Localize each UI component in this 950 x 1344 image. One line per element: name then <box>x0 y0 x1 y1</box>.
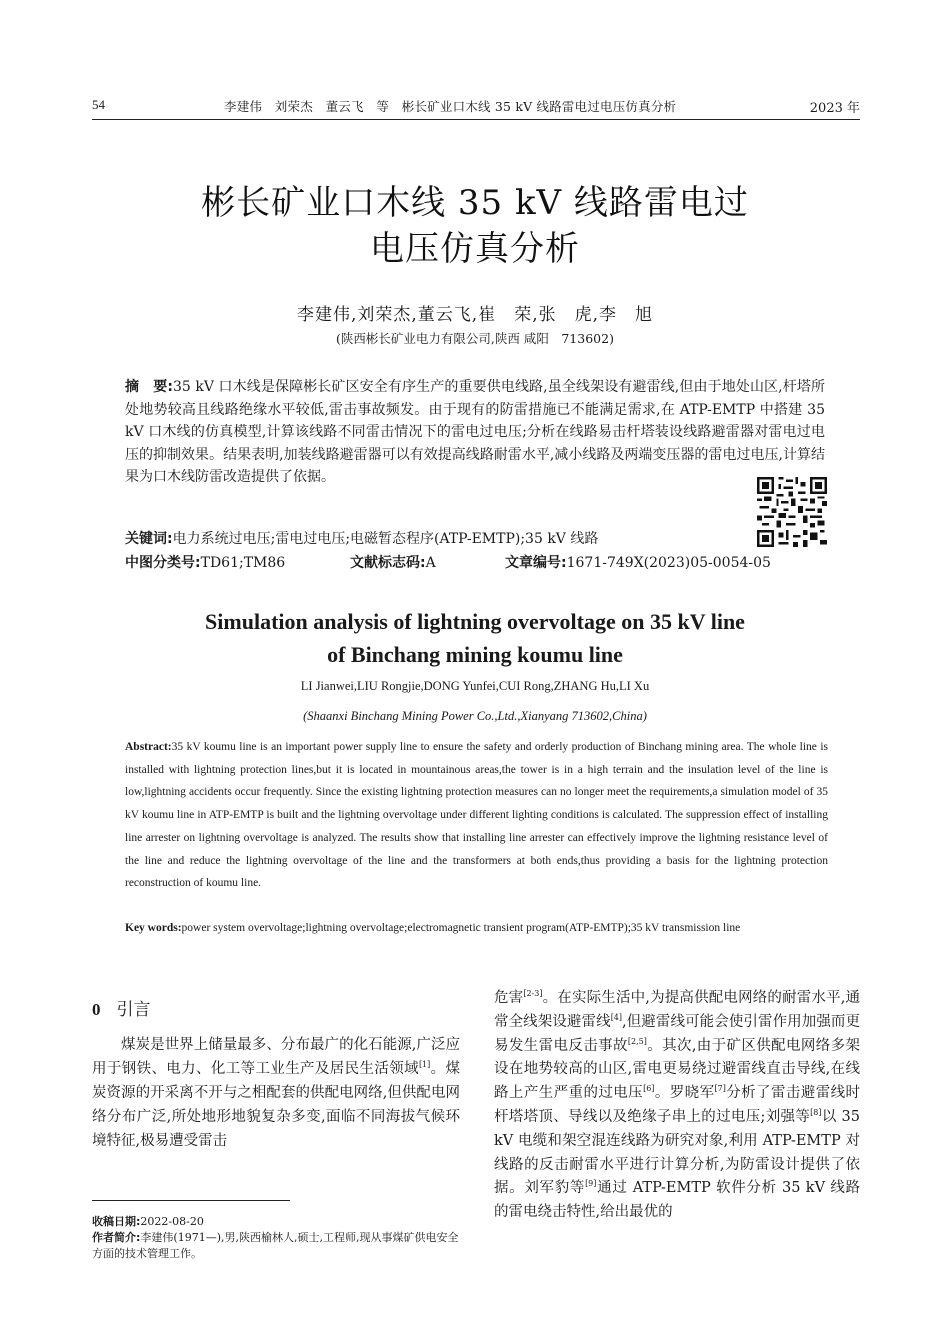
footnote <box>92 1214 460 1262</box>
abstract-cn-label: 摘 要: <box>125 379 173 395</box>
abstract-en <box>125 736 828 895</box>
classification-line <box>125 552 825 572</box>
left-column <box>92 995 460 1153</box>
affiliation-en: (Shaanxi Binchang Mining Power Co.,Ltd.,Xianyang 713602,China) <box>303 709 647 723</box>
keywords-cn <box>125 528 745 548</box>
running-title: 李建伟 刘荣杰 董云飞 等 彬长矿业口木线 35 kV 线路雷电过电压仿真分析 <box>224 99 677 114</box>
citation[interactable]: [7] <box>714 1084 726 1094</box>
abstract-en-text: 35 kV koumu line is an important power supply line to ensure the safety and orderly production of Binchang mining area. The whole line is installed with lightning protection lines,but it is located in mountainous areas,the tower is in a high terrain and the insulation level of the line is low,lightning accidents occur frequently. Since the existing lightning protection measures can no longer meet the requirements,a simulation model of 35 kV koumu line in ATP-EMTP is built and the lightning overvoltage under different lighting conditions is calculated. The suppression effect of installing line arrester on lightning overvoltage is analyzed. The results show that installing line arrester can effectively improve the lightning resistance level of the line and reduce the lightning overvoltage of the line and the transformers at both ends,thus providing a basis for the lightning protection reconstruction of koumu line. <box>125 741 828 890</box>
right-column <box>494 987 860 1225</box>
intro-text-a: 煤炭是世界上储量最多、分布最广的化石能源,广泛应用于钢铁、电力、化工等工业生产及居民生活领域 <box>92 1037 460 1077</box>
section-title: 引言 <box>116 1000 151 1020</box>
doc-code-label: 文献标志码: <box>350 555 426 571</box>
text-run: 。其次,由于矿区供配电网络多架设在地势较高的山区,雷电更易绕过避雷线直击导线,在线路上产生严重的过电压 <box>494 1037 861 1102</box>
article-number-label: 文章编号: <box>505 555 567 571</box>
title-en-line1: Simulation analysis of lightning overvoltage on 35 kV line <box>205 609 745 634</box>
keywords-en-label: Key words: <box>125 922 182 934</box>
keywords-cn-text: 电力系统过电压;雷电过电压;电磁暂态程序(ATP-EMTP);35 kV 线路 <box>172 531 599 547</box>
authors-en: LI Jianwei,LIU Rongjie,DONG Yunfei,CUI Rong,ZHANG Hu,LI Xu <box>300 679 650 693</box>
header-divider <box>92 119 860 120</box>
abstract-en-label: Abstract: <box>125 741 172 753</box>
text-run: 分析了雷击避雷线时杆塔塔顶、导线以及绝缘子串上的过电压;刘强等 <box>494 1085 861 1125</box>
qr-code-icon <box>757 477 827 547</box>
title-en <box>100 605 850 671</box>
right-paragraph <box>494 987 860 1225</box>
clc-label: 中图分类号: <box>125 555 201 571</box>
received-date: 2022-08-20 <box>140 1215 204 1228</box>
abstract-cn <box>125 376 825 489</box>
citation[interactable]: [2,5] <box>627 1036 647 1046</box>
page-number: 54 <box>92 97 105 112</box>
authors-cn: 李建伟,刘荣杰,董云飞,崔 荣,张 虎,李 旭 <box>296 305 654 325</box>
author-bio-label: 作者简介: <box>92 1231 141 1244</box>
text-run: 。罗晓军 <box>654 1085 715 1102</box>
intro-paragraph <box>92 1033 460 1153</box>
text-run: 通过 ATP-EMTP 软件分析 35 kV 线路的雷电绕击特性,给出最优的 <box>494 1180 861 1221</box>
title-cn-line1: 彬长矿业口木线 35 kV 线路雷电过 <box>201 183 749 223</box>
doc-code-value: A <box>425 555 436 571</box>
citation[interactable]: [8] <box>810 1108 822 1118</box>
section-number: 0 <box>92 1000 101 1019</box>
citation[interactable]: [6] <box>643 1084 655 1094</box>
text-run: 危害 <box>494 990 524 1006</box>
affiliation-cn: (陕西彬长矿业电力有限公司,陕西 咸阳 713602) <box>336 331 614 346</box>
title-cn <box>100 180 850 272</box>
text-run: ,但避雷线可能会使引雷作用加强而更易发生雷电反击事故 <box>494 1013 861 1054</box>
citation[interactable]: [9] <box>585 1179 597 1189</box>
clc-value: TD61;TM86 <box>200 555 286 571</box>
keywords-cn-label: 关键词: <box>125 531 173 547</box>
running-header <box>92 97 860 117</box>
keywords-en <box>125 917 828 940</box>
abstract-cn-text: 35 kV 口木线是保障彬长矿区安全有序生产的重要供电线路,虽全线架设有避雷线,但由于地处山区,杆塔所处地势较高且线路绝缘水平较低,雷击事故频发。由于现有的防雷措施已不能满足需求,在 ATP-EMTP 中搭建 35 kV 口木线的仿真模型,计算该线路不同雷击情况下的雷电过电压;分析在线路易击杆塔装设线路避雷器对雷电过电压的抑制效果。结果表明,加装线路避雷器可以有效提高线路耐雷水平,减小线路及两端变压器的雷电过电压,计算结果为口木线防雷改造提供了依据。 <box>125 379 825 485</box>
title-cn-line2: 电压仿真分析 <box>370 229 580 269</box>
citation[interactable]: [1] <box>418 1060 431 1070</box>
section-heading <box>92 995 460 1025</box>
article-number-value: 1671-749X(2023)05-0054-05 <box>566 555 771 571</box>
text-run: 。在实际生活中,为提高供配电网络的耐雷水平,通常全线架设避雷线 <box>494 990 861 1030</box>
citation[interactable]: [4] <box>610 1012 623 1022</box>
author-bio: 李建伟(1971—),男,陕西榆林人,硕士,工程师,现从事煤矿供电安全方面的技术管理工作。 <box>92 1231 459 1260</box>
received-date-label: 收稿日期: <box>92 1215 141 1228</box>
text-run: 以 35 kV 电缆和架空混连线路为研究对象,利用 ATP-EMTP 对线路的反击耐雷水平进行计算分析,为防雷设计提供了依据。刘军豹等 <box>494 1108 860 1197</box>
keywords-en-text: power system overvoltage;lightning overvoltage;electromagnetic transient program(ATP-EMTP);35 kV transmission line <box>181 922 741 934</box>
title-en-line2: of Binchang mining koumu line <box>327 642 623 667</box>
intro-text-b: 。煤炭资源的开采离不开与之相配套的供配电网络,但供配电网络分布广泛,所处地形地貌复杂多变,面临不同海拔气候环境特征,极易遭受雷击 <box>92 1061 461 1149</box>
citation[interactable]: [2-3] <box>523 989 543 999</box>
footnote-divider <box>92 1200 290 1201</box>
header-year: 2023 年 <box>809 101 860 116</box>
